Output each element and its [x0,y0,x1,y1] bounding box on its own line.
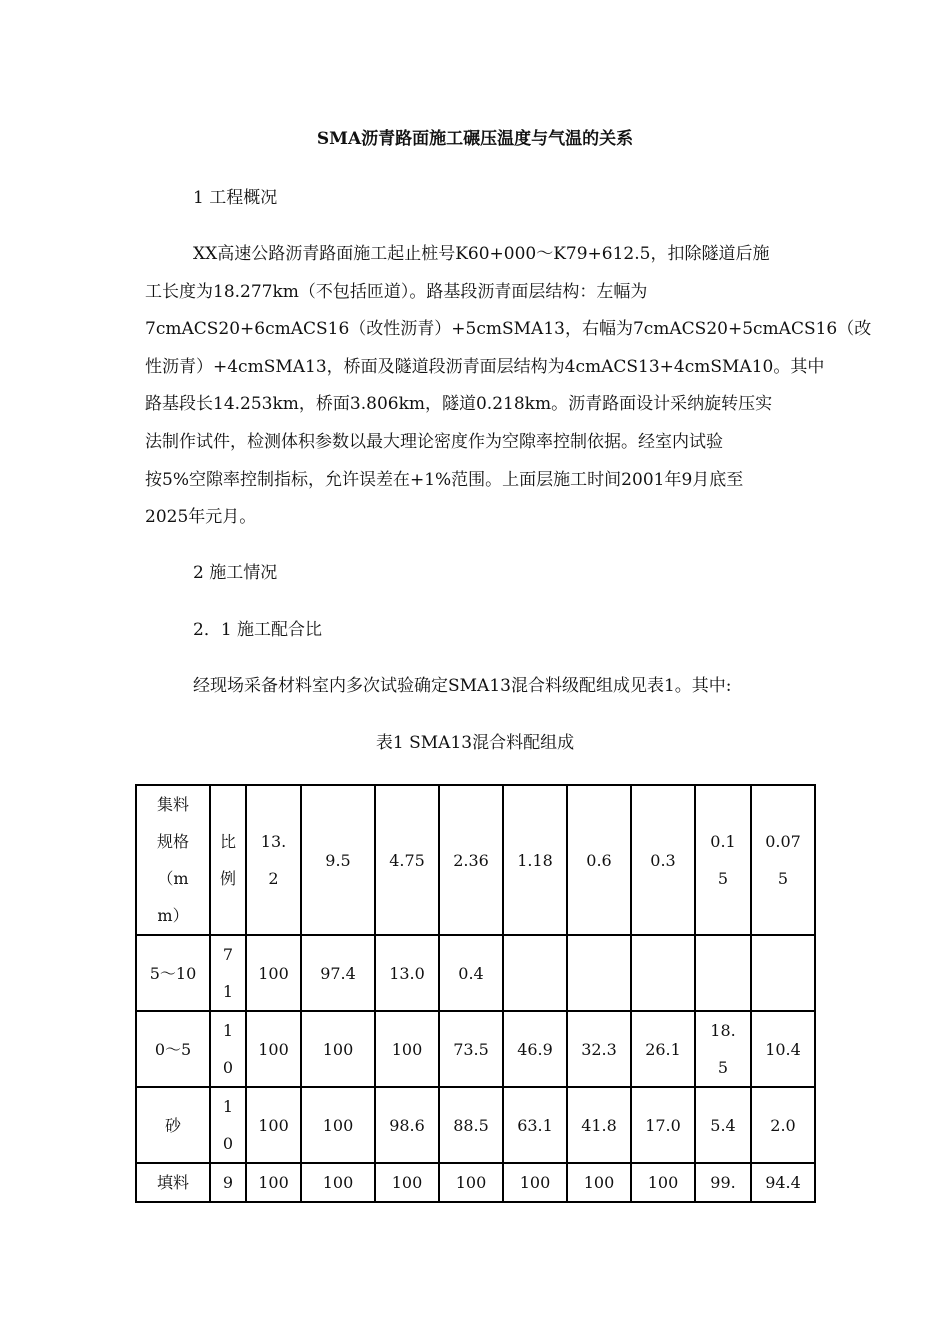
cell: 9 [210,1163,246,1202]
cell: 填料 [136,1163,210,1202]
cell: 94.4 [751,1163,815,1202]
cell [751,935,815,1011]
cell: 100 [246,1087,301,1163]
table-row [136,1087,815,1163]
cell: 13.0 [375,935,439,1011]
header-cell-4-75: 4.75 [375,785,439,935]
table-caption: 表1 SMA13混合料配组成 [375,733,575,753]
table-row [136,935,815,1011]
cell: 41.8 [567,1087,631,1163]
overview-line: 按5%空隙率控制指标，允许误差在+1%范围。上面层施工时间2001年9月底至 [145,469,744,490]
section-1-heading: 1 工程概况 [193,188,278,208]
cell: 100 [439,1163,503,1202]
cell: 100 [375,1011,439,1087]
cell [567,935,631,1011]
header-cell-ratio: 比例 [210,785,246,935]
cell: 砂 [136,1087,210,1163]
cell: 17.0 [631,1087,695,1163]
header-cell-9-5: 9.5 [301,785,375,935]
cell: 5～10 [136,935,210,1011]
table-row [136,1163,815,1202]
cell: 32.3 [567,1011,631,1087]
cell [503,935,567,1011]
cell: 0.4 [439,935,503,1011]
cell: 5.4 [695,1087,751,1163]
overview-line: 性沥青）+4cmSMA13，桥面及隧道段沥青面层结构为4cmACS13+4cmSMA10。其中 [145,356,825,377]
overview-line: XX高速公路沥青路面施工起止桩号K60+000～K79+612.5，扣除隧道后施 [193,244,770,264]
cell: 73.5 [439,1011,503,1087]
cell: 63.1 [503,1087,567,1163]
cell: 46.9 [503,1011,567,1087]
cell: 2.0 [751,1087,815,1163]
cell: 10 [210,1087,246,1163]
header-cell-spec: 集料规格（mm） [136,785,210,935]
cell: 100 [301,1011,375,1087]
header-cell-13-2: 13.2 [246,785,301,935]
cell: 26.1 [631,1011,695,1087]
overview-line: 工长度为18.277km（不包括匝道）。路基段沥青面层结构：左幅为 [145,281,648,302]
overview-line: 法制作试件，检测体积参数以最大理论密度作为空隙率控制依据。经室内试验 [145,431,723,452]
overview-line: 2025年元月。 [145,507,257,528]
cell: 100 [567,1163,631,1202]
cell: 71 [210,935,246,1011]
section-2-heading: 2 施工情况 [193,563,278,583]
overview-line: 路基段长14.253km，桥面3.806km，隧道0.218km。沥青路面设计采纳旋转压实 [145,394,773,415]
cell: 100 [246,935,301,1011]
cell: 100 [246,1011,301,1087]
cell: 100 [246,1163,301,1202]
table-header-row [136,785,815,935]
cell: 98.6 [375,1087,439,1163]
overview-line: 7cmACS20+6cmACS16（改性沥青）+5cmSMA13，右幅为7cmACS20+5cmACS16（改 [145,319,872,340]
cell: 10.4 [751,1011,815,1087]
cell: 100 [301,1087,375,1163]
cell: 10 [210,1011,246,1087]
cell: 100 [631,1163,695,1202]
cell [695,935,751,1011]
cell: 100 [375,1163,439,1202]
cell: 0～5 [136,1011,210,1087]
gradation-table [135,784,816,1203]
cell: 88.5 [439,1087,503,1163]
header-cell-0-6: 0.6 [567,785,631,935]
cell: 97.4 [301,935,375,1011]
header-cell-0-3: 0.3 [631,785,695,935]
table-row [136,1011,815,1087]
section-2-1-heading: 2．1 施工配合比 [193,620,323,640]
header-cell-0-15: 0.15 [695,785,751,935]
cell: 100 [301,1163,375,1202]
cell [631,935,695,1011]
header-cell-0-075: 0.075 [751,785,815,935]
mix-intro-text: 经现场采备材料室内多次试验确定SMA13混合料级配组成见表1。其中: [193,676,732,696]
header-cell-1-18: 1.18 [503,785,567,935]
cell: 100 [503,1163,567,1202]
cell: 99. [695,1163,751,1202]
overview-paragraph [145,236,872,537]
header-cell-2-36: 2.36 [439,785,503,935]
document-title: SMA沥青路面施工碾压温度与气温的关系 [316,129,634,149]
cell: 18.5 [695,1011,751,1087]
